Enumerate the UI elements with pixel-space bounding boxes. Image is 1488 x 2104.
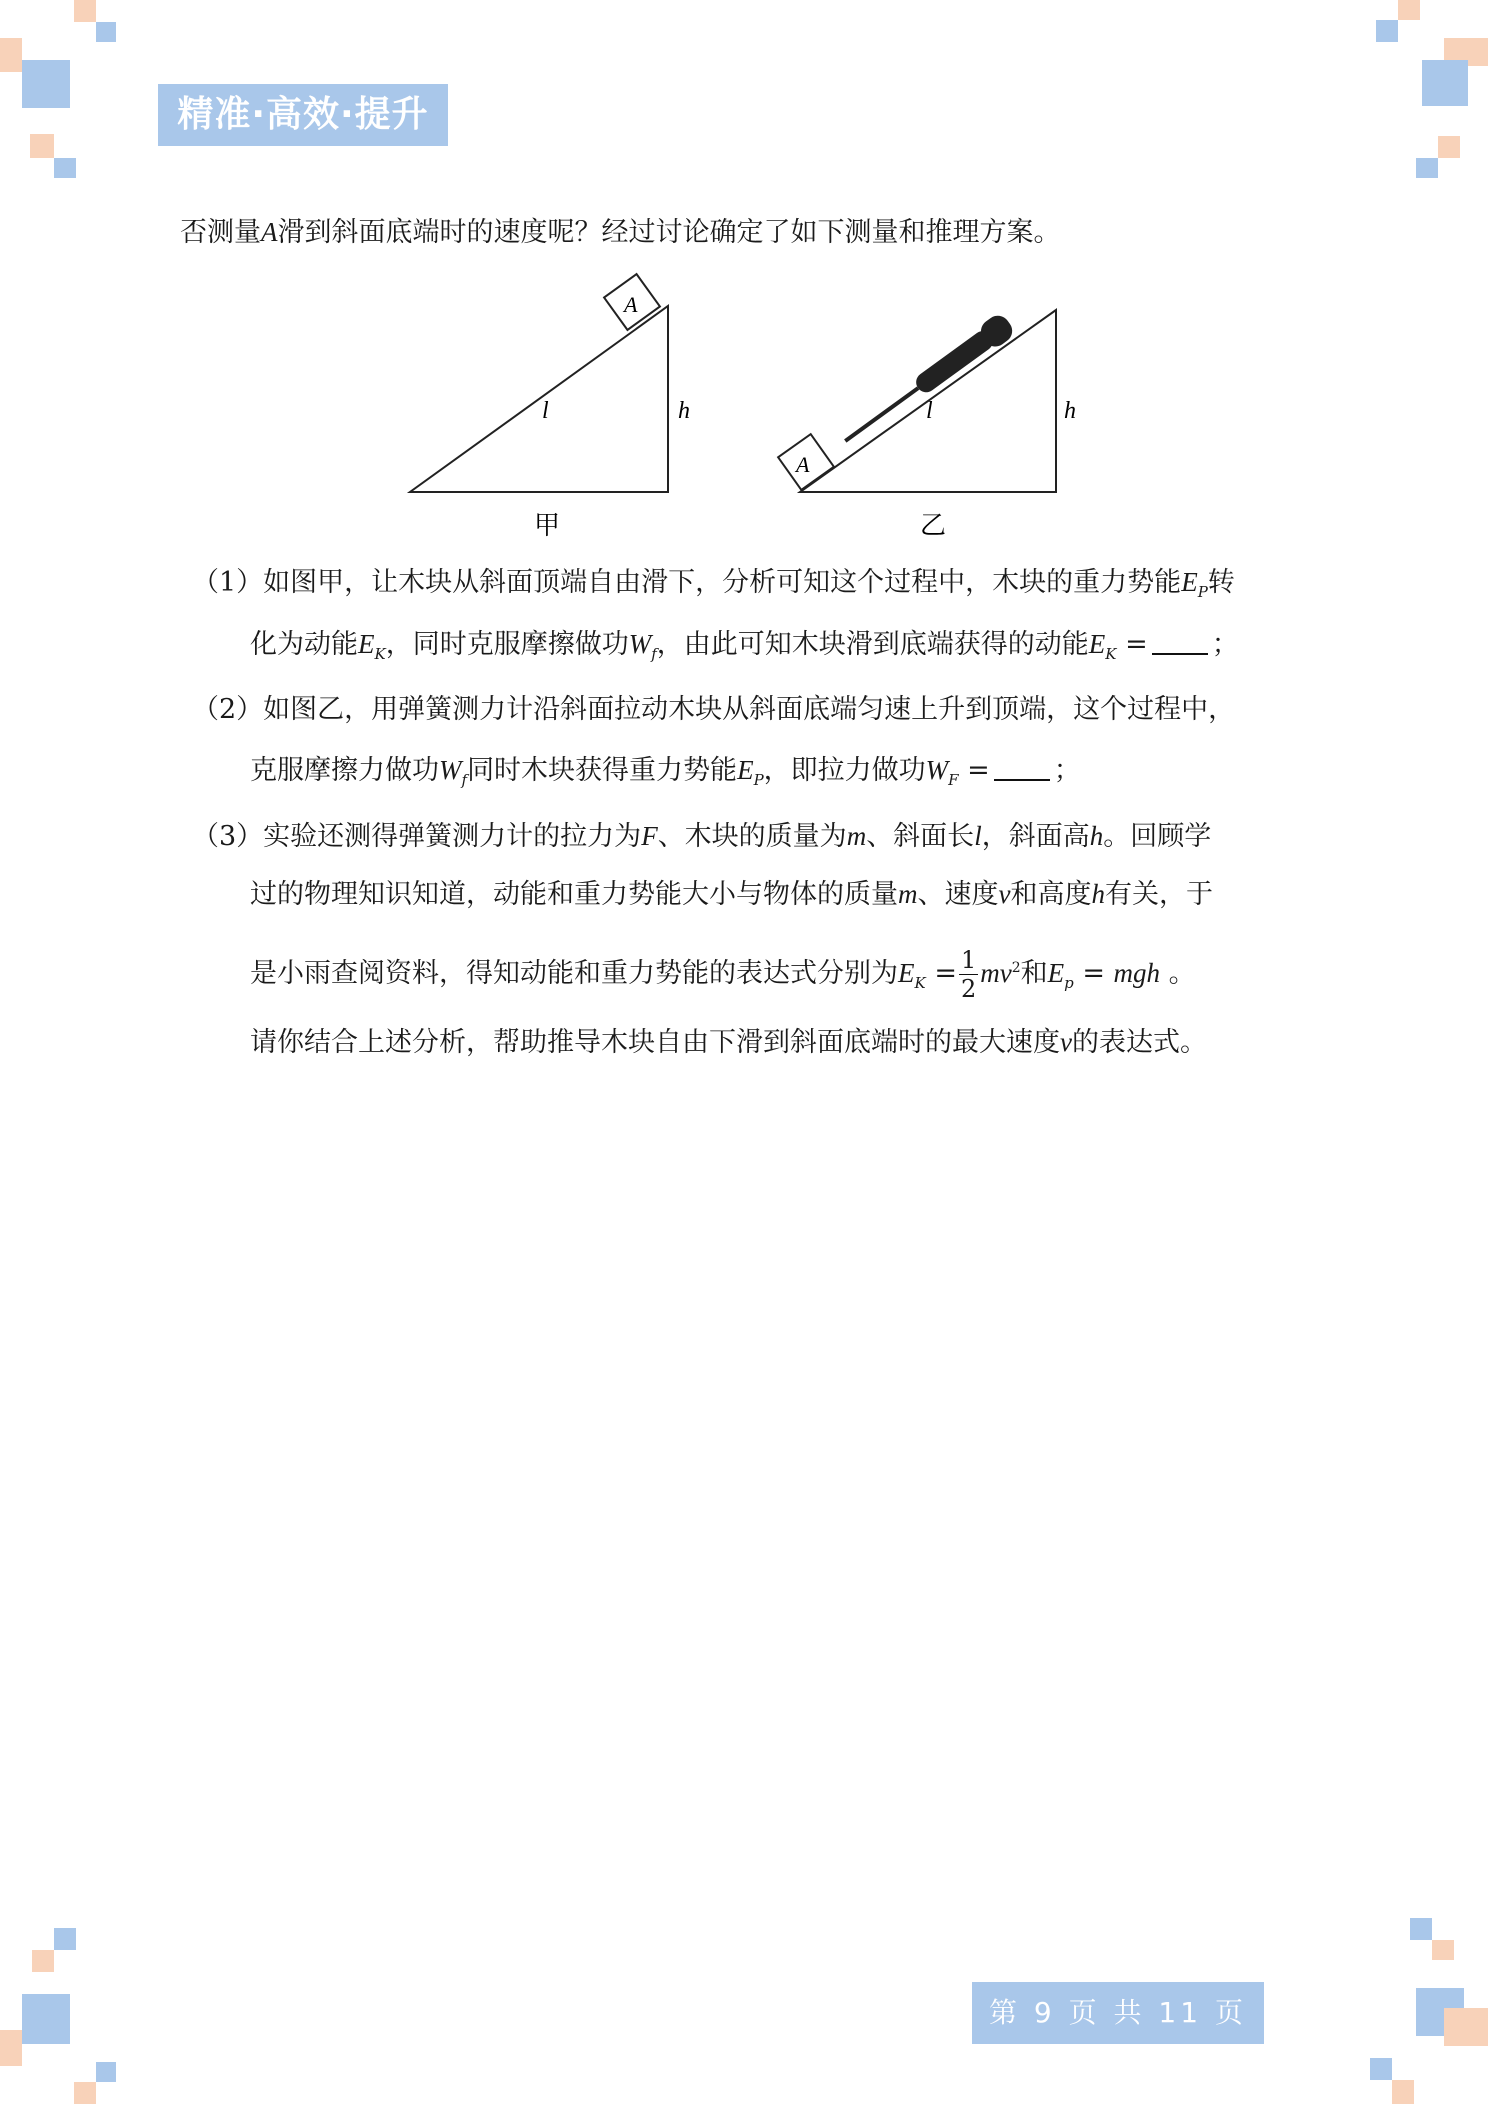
fraction-one-half: $\frac{1}{2}$ — [960, 946, 977, 1003]
decor-square — [22, 60, 70, 108]
q1-line2: 化为动能$E_K$，同时克服摩擦做功$W_f$，由此可知木块滑到底端获得的动能$E_K$ = ； — [250, 629, 1239, 663]
decor-square — [1392, 2080, 1414, 2104]
decor-square — [74, 2082, 96, 2104]
q3-line3: 是小雨查阅资料，得知动能和重力势能的表达式分别为$E_K$ = $\frac{1}{2}$ $mv^2$和$E_p$ = mgh 。 — [250, 946, 1196, 1003]
q2-line2: 克服摩擦力做功$W_f$同时木块获得重力势能$E_P$，即拉力做功$W_F$ = ； — [250, 755, 1081, 789]
decor-square — [0, 2030, 22, 2066]
figure-yi — [770, 300, 1100, 546]
decor-square — [1444, 2008, 1488, 2046]
decor-square — [1422, 60, 1468, 106]
incline-triangle — [410, 306, 668, 492]
height-label: h — [678, 398, 690, 424]
height-label: h — [1064, 398, 1076, 424]
block-a-label: A — [796, 452, 810, 477]
q1-line1: （1）如图甲，让木块从斜面顶端自由滑下，分析可知这个过程中，木块的重力势能$E_P$转 — [192, 567, 1235, 601]
q2-line1: （2）如图乙，用弹簧测力计沿斜面拉动木块从斜面底端匀速上升到顶端，这个过程中， — [192, 694, 1236, 725]
q3-line2: 过的物理知识知道，动能和重力势能大小与物体的质量m、速度v和高度h有关，于 — [250, 879, 1213, 910]
decor-square — [96, 22, 116, 42]
page-number: 第 9 页 共 11 页 — [972, 1982, 1264, 2044]
decor-square — [1438, 136, 1460, 158]
decor-square — [22, 1994, 70, 2044]
decor-square — [1410, 1918, 1432, 1940]
figure-caption: 乙 — [920, 511, 947, 541]
q3-line4: 请你结合上述分析，帮助推导木块自由下滑到斜面底端时的最大速度v的表达式。 — [250, 1027, 1207, 1058]
decor-square — [0, 38, 22, 72]
decor-square — [54, 158, 76, 178]
decor-square — [74, 0, 96, 22]
decor-square — [1416, 158, 1438, 178]
decor-square — [1432, 1940, 1454, 1960]
answer-blank[interactable] — [994, 755, 1050, 781]
decor-square — [96, 2062, 116, 2082]
slope-label: l — [926, 398, 933, 424]
spring-scale — [837, 311, 1017, 452]
intro-line: 否测量A滑到斜面底端时的速度呢？经过讨论确定了如下测量和推理方案。 — [180, 217, 1061, 248]
decor-square — [1370, 2058, 1392, 2080]
answer-blank[interactable] — [1152, 629, 1208, 655]
decor-square — [32, 1950, 54, 1972]
slope-label: l — [542, 398, 549, 424]
block-a-label: A — [624, 292, 638, 317]
decor-square — [1398, 0, 1420, 20]
figure-caption: 甲 — [534, 511, 561, 541]
q3-line1: （3）实验还测得弹簧测力计的拉力为F、木块的质量为m、斜面长l，斜面高h。回顾学 — [192, 821, 1212, 852]
header-tag: 精准·高效·提升 — [158, 84, 448, 146]
figure-jia — [400, 270, 710, 546]
decor-square — [30, 134, 54, 158]
decor-square — [54, 1928, 76, 1950]
decor-square — [1376, 20, 1398, 42]
